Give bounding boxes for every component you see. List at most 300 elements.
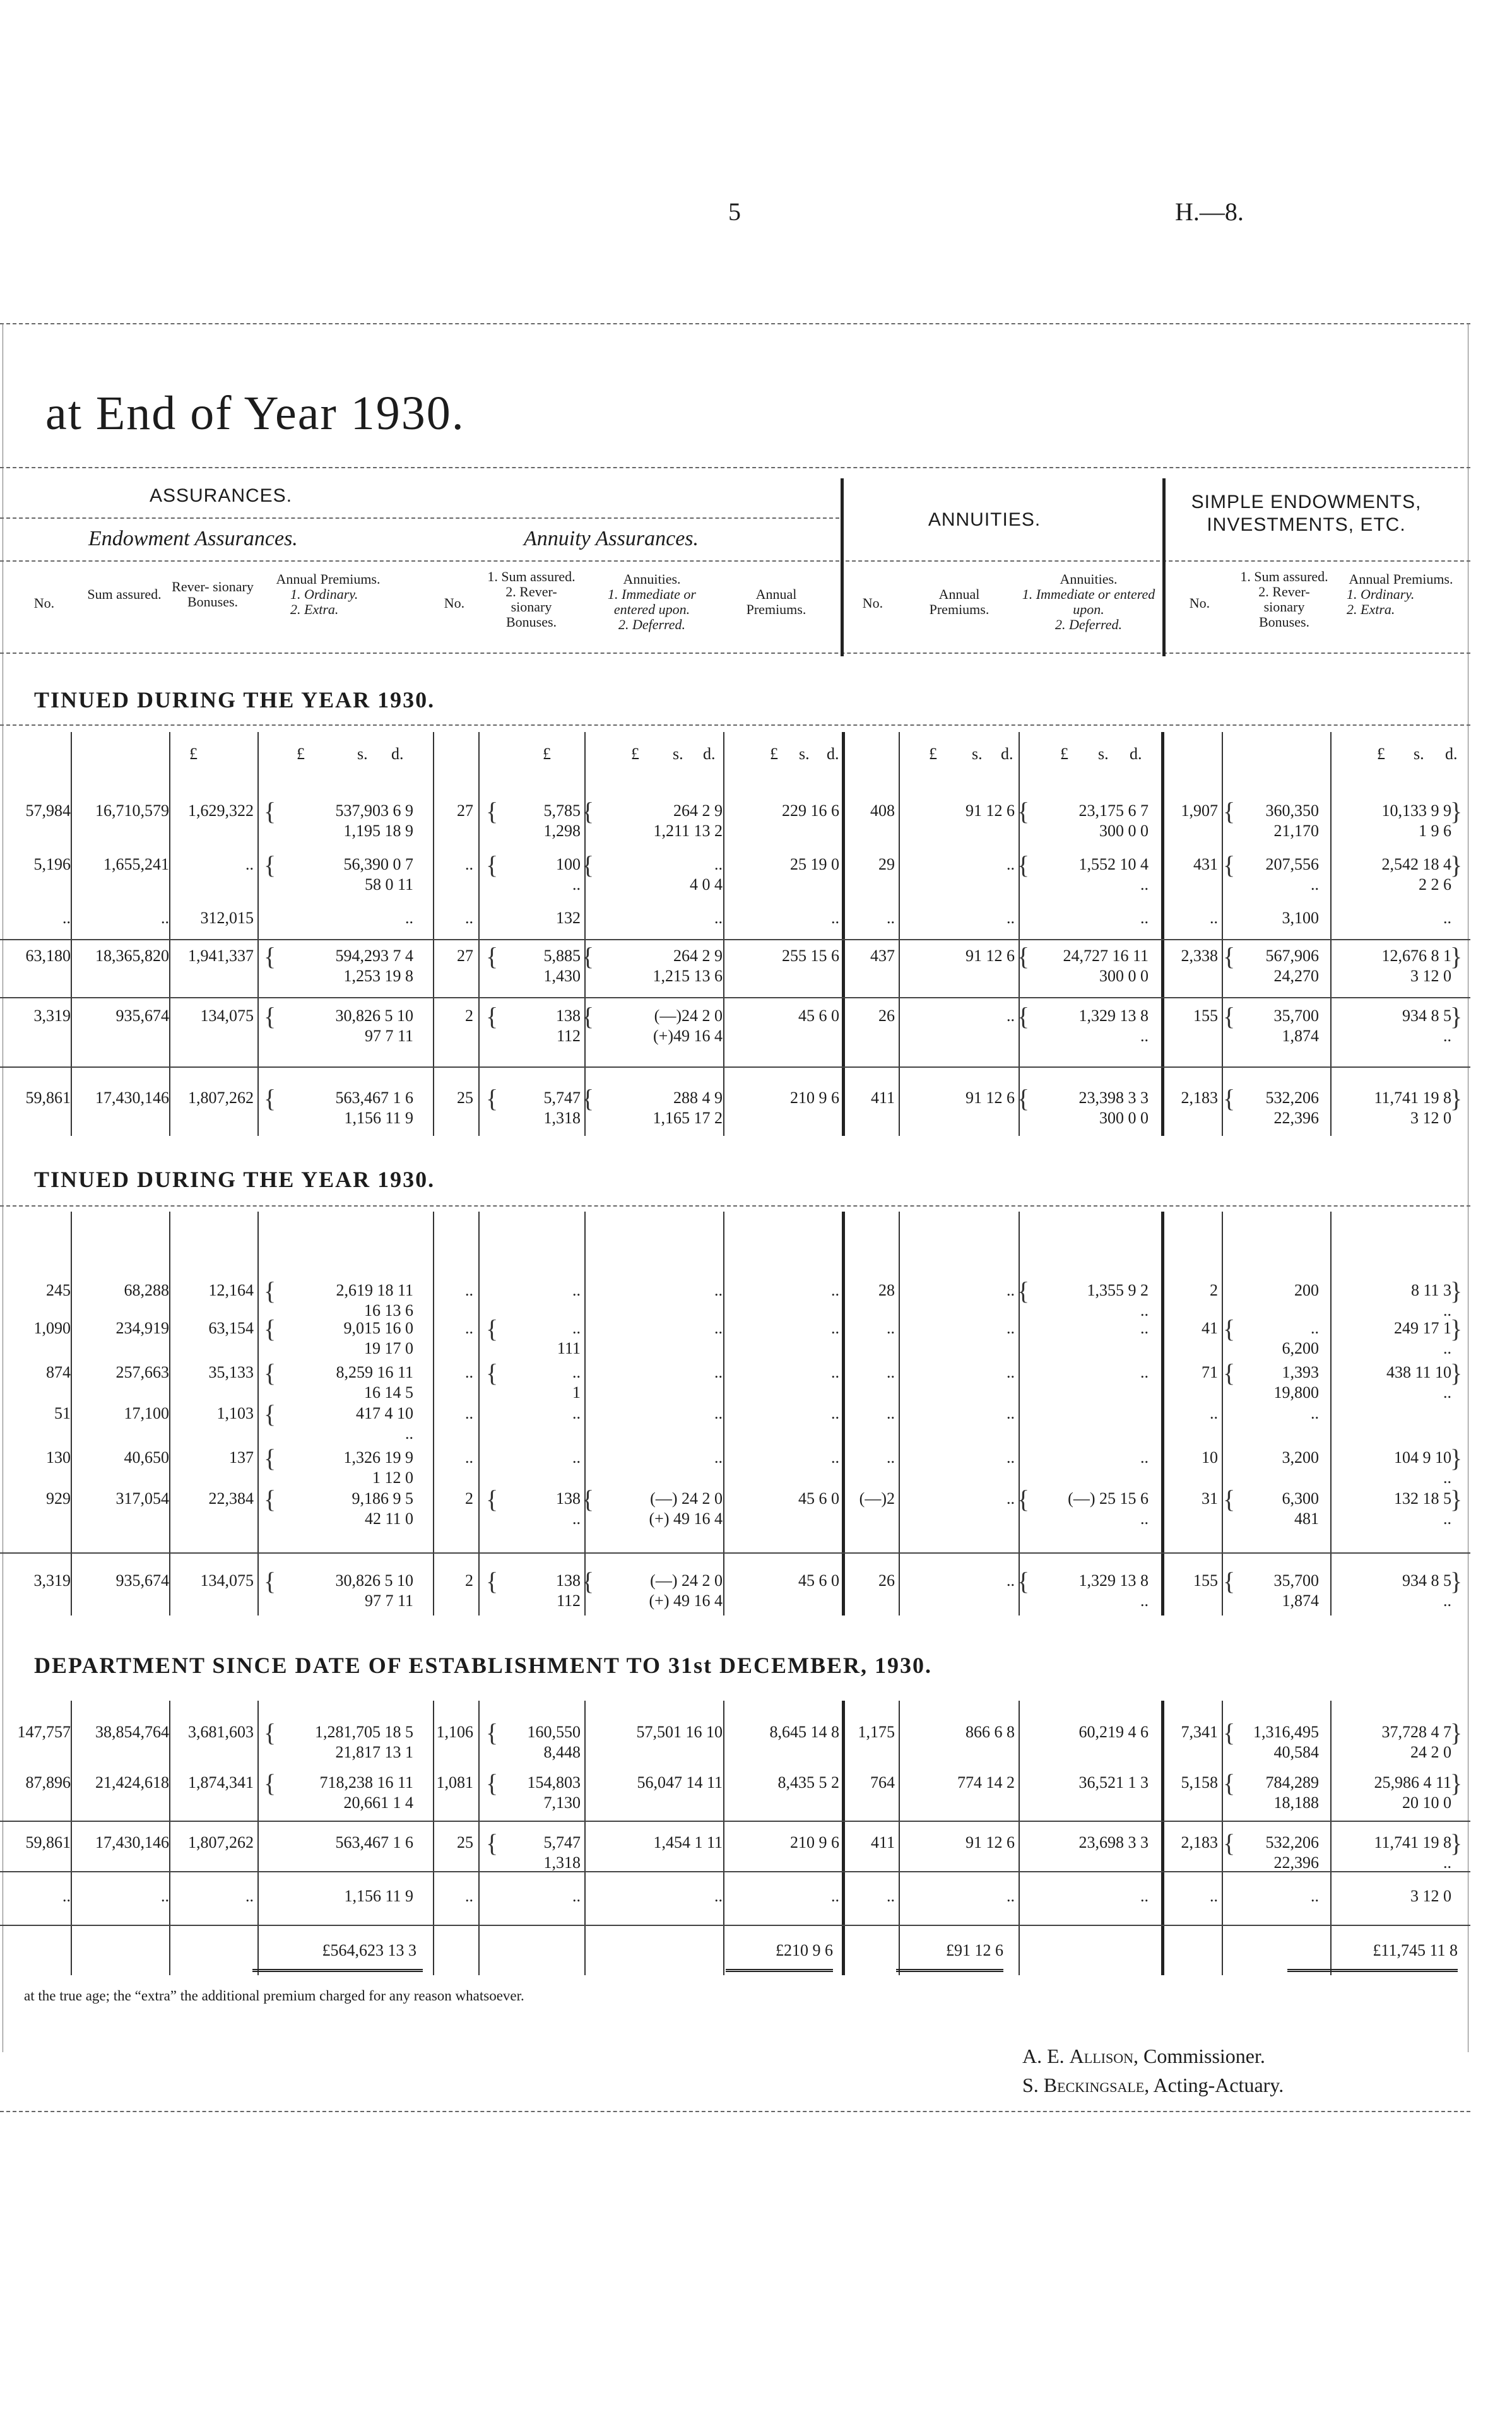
t2-cell: (—) 24 2 0 — [650, 1489, 723, 1508]
t3-cell: 91 12 6 — [966, 1833, 1015, 1852]
t2-cell: 16 14 5 — [364, 1383, 413, 1402]
simple-endowments-heading: SIMPLE ENDOWMENTS, INVESTMENTS, ETC. — [1191, 492, 1422, 535]
t3-cell: 866 6 8 — [966, 1723, 1015, 1741]
t2-cell: 130 — [46, 1448, 71, 1467]
t2-cell: .. — [1443, 1339, 1451, 1357]
t1-cell: 21,170 — [1273, 822, 1319, 840]
t1-cell: 5,196 — [33, 855, 71, 873]
col-se-premiums-ordinary: 1. Ordinary. — [1347, 586, 1415, 602]
t3-cell: 87,896 — [25, 1773, 71, 1792]
t1-cell: .. — [1007, 855, 1015, 873]
t2-brace: { — [1017, 1567, 1030, 1595]
t1-cell: .. — [572, 875, 581, 894]
unit-label: d. — [1445, 745, 1458, 763]
col-se-premiums — [1338, 572, 1464, 617]
t3-cell: 147,757 — [17, 1723, 71, 1741]
t2-brace: { — [1223, 1485, 1236, 1513]
t1-cell: 63,180 — [25, 947, 71, 965]
t1-brace: } — [1450, 1084, 1463, 1113]
t2-cell: .. — [714, 1363, 723, 1381]
t1-cell: 24,727 16 11 — [1063, 947, 1149, 965]
t2-cell: 417 4 10 — [356, 1404, 413, 1422]
t3-cell: .. — [714, 1887, 723, 1905]
unit-label: £ — [631, 745, 639, 763]
t2-brace: { — [486, 1567, 499, 1595]
t2-cell: 1,874 — [1282, 1592, 1319, 1610]
t3-cell: 7,130 — [543, 1793, 581, 1812]
t1-cell: 288 4 9 — [673, 1089, 723, 1107]
t3-cell: 7,341 — [1181, 1723, 1218, 1741]
t1-brace: { — [582, 851, 594, 879]
signature-actuary-initials: S. — [1022, 2074, 1044, 2096]
t2-brace: } — [1450, 1567, 1463, 1595]
t1-column-divider — [478, 732, 480, 1136]
t1-brace: { — [1223, 1002, 1236, 1031]
t2-cell: (—) 24 2 0 — [650, 1571, 723, 1590]
t1-brace: { — [582, 1002, 594, 1031]
t3-cell: 5,747 — [543, 1833, 581, 1852]
t1-cell: .. — [465, 909, 473, 927]
t1-brace: { — [264, 942, 276, 971]
t2-cell: 35,700 — [1273, 1571, 1319, 1590]
t1-cell: 563,467 1 6 — [335, 1089, 413, 1107]
unit-label: £ — [189, 745, 198, 763]
t2-cell: .. — [1443, 1509, 1451, 1528]
subheading-rule-right — [846, 560, 1470, 562]
t1-cell: .. — [1443, 909, 1451, 927]
t2-brace: { — [486, 1485, 499, 1513]
t2-cell: 2 — [1210, 1281, 1218, 1299]
t2-cell: 97 7 11 — [364, 1592, 413, 1610]
assurances-rule — [0, 517, 839, 519]
unit-label: £ — [929, 745, 937, 763]
t1-brace: { — [582, 942, 594, 971]
t2-cell: 42 11 0 — [364, 1509, 413, 1528]
t1-cell: 1,629,322 — [188, 801, 254, 820]
t1-cell: .. — [1140, 875, 1149, 894]
t1-brace: { — [1223, 851, 1236, 879]
t2-cell: .. — [1140, 1509, 1149, 1528]
t3-cell: .. — [1007, 1887, 1015, 1905]
col-reversionary-bonuses: Rever- sionary Bonuses. — [172, 579, 254, 610]
t2-brace: { — [1223, 1567, 1236, 1595]
t1-cell: .. — [887, 909, 895, 927]
t1-cell: 594,293 7 4 — [335, 947, 413, 965]
unit-label: s. — [972, 745, 983, 763]
t2-cell: 935,674 — [115, 1571, 169, 1590]
col-se-no: No. — [1189, 595, 1210, 611]
t2-cell: (—)2 — [859, 1489, 895, 1508]
t1-cell: 97 7 11 — [364, 1027, 413, 1045]
col-aa-annuities — [586, 572, 718, 632]
t2-cell: .. — [465, 1281, 473, 1299]
t3-cell: 21,424,618 — [95, 1773, 169, 1792]
unit-label: d. — [391, 745, 404, 763]
t1-cell: 25 19 0 — [790, 855, 839, 873]
t3-brace: } — [1450, 1769, 1463, 1797]
col-an-annuities-deferred: 2. Deferred. — [1054, 617, 1123, 632]
t1-column-divider — [723, 732, 724, 1136]
t1-cell: 24,270 — [1273, 967, 1319, 985]
col-an-annuities-immediate: 1. Immediate or entered upon. — [1022, 586, 1155, 617]
t2-column-divider — [723, 1212, 724, 1616]
col-se-premiums-extra: 2. Extra. — [1347, 601, 1395, 617]
t2-cell: .. — [572, 1509, 581, 1528]
t1-cell: 138 — [556, 1007, 581, 1025]
col-aa-annuities-immediate: 1. Immediate or entered upon. — [608, 586, 696, 617]
t1-column-divider — [899, 732, 900, 1136]
t1-column-divider — [257, 732, 259, 1136]
signature-commissioner — [1022, 2045, 1265, 2068]
t3-cell: 38,854,764 — [95, 1723, 169, 1741]
t2-cell: 234,919 — [115, 1319, 169, 1337]
header-bottom-rule — [0, 653, 1470, 654]
t2-brace: { — [264, 1567, 276, 1595]
t2-cell: .. — [465, 1448, 473, 1467]
t2-cell: 6,300 — [1282, 1489, 1319, 1508]
t1-column-divider — [433, 732, 434, 1136]
t2-subtotal-rule — [0, 1552, 1470, 1554]
t2-brace: { — [582, 1567, 594, 1595]
t3-cell: .. — [1443, 1853, 1451, 1872]
section-3-title: DEPARTMENT SINCE DATE OF ESTABLISHMENT TO 31st DECEMBER, 1930. — [34, 1653, 932, 1678]
t1-brace: { — [264, 851, 276, 879]
t1-cell: .. — [714, 909, 723, 927]
col-annual-premiums-ordinary: 1. Ordinary. — [290, 586, 358, 602]
t1-cell: 59,861 — [25, 1089, 71, 1107]
t2-brace: { — [1223, 1359, 1236, 1387]
t2-cell: 481 — [1294, 1509, 1319, 1528]
t2-cell: .. — [572, 1448, 581, 1467]
t1-cell: 58 0 11 — [364, 875, 413, 894]
t2-column-divider — [257, 1212, 259, 1616]
t2-cell: 16 13 6 — [364, 1301, 413, 1320]
t2-cell: 132 18 5 — [1394, 1489, 1451, 1508]
t1-cell: 264 2 9 — [673, 801, 723, 820]
t1-brace: { — [1017, 797, 1030, 825]
t2-cell: 2 — [465, 1571, 473, 1590]
endowment-assurances-heading: Endowment Assurances. — [88, 527, 298, 550]
t1-brace: { — [1017, 1084, 1030, 1113]
t2-brace: } — [1450, 1485, 1463, 1513]
t2-cell: 6,200 — [1282, 1339, 1319, 1357]
t2-brace: { — [1017, 1277, 1030, 1305]
t1-subtotal-rule — [0, 1066, 1470, 1068]
t3-cell: 8,645 14 8 — [769, 1723, 839, 1741]
section-2-title: TINUED DURING THE YEAR 1930. — [34, 1167, 435, 1192]
col-aa-no: No. — [444, 595, 465, 611]
t1-subtotal-rule — [0, 939, 1470, 940]
t2-cell: 257,663 — [115, 1363, 169, 1381]
t3-cell: 5,158 — [1181, 1773, 1218, 1792]
t3-cell: .. — [1311, 1887, 1319, 1905]
signature-commissioner-initials: A. E. — [1022, 2045, 1070, 2067]
t1-brace: { — [1223, 797, 1236, 825]
t2-cell: 8 11 3 — [1410, 1281, 1451, 1299]
col-aa-sum: 1. Sum assured. 2. Rever- sionary Bonuses. — [487, 569, 576, 630]
t2-cell: .. — [465, 1319, 473, 1337]
t1-cell: 1,655,241 — [103, 855, 169, 873]
col-se-premiums-title: Annual Premiums. — [1349, 571, 1453, 587]
t2-cell: 1,326 19 9 — [343, 1448, 413, 1467]
t2-cell: .. — [714, 1281, 723, 1299]
t2-column-divider — [899, 1212, 900, 1616]
t1-cell: .. — [1007, 1007, 1015, 1025]
t1-cell: .. — [1007, 909, 1015, 927]
t2-cell: 22,384 — [208, 1489, 254, 1508]
t3-cell: 37,728 4 7 — [1381, 1723, 1451, 1741]
unit-label: s. — [673, 745, 683, 763]
unit-label: s. — [799, 745, 810, 763]
t2-brace: } — [1450, 1314, 1463, 1343]
col-annual-premiums-extra: 2. Extra. — [290, 601, 339, 617]
t1-cell: .. — [831, 909, 839, 927]
t2-column-divider — [1330, 1212, 1332, 1616]
t1-cell: 35,700 — [1273, 1007, 1319, 1025]
t2-cell: .. — [572, 1319, 581, 1337]
t3-cell: 25 — [457, 1833, 473, 1852]
t3-cell: 1,175 — [858, 1723, 895, 1741]
t1-cell: 300 0 0 — [1099, 822, 1149, 840]
t3-column-divider — [478, 1701, 480, 1975]
t3-cell: 1,454 1 11 — [653, 1833, 723, 1852]
t1-cell: 431 — [1193, 855, 1218, 873]
t3-cell: 60,219 4 6 — [1078, 1723, 1149, 1741]
t1-cell: .. — [405, 909, 413, 927]
t2-brace: { — [1223, 1314, 1236, 1343]
document-reference: H.—8. — [1175, 198, 1244, 226]
unit-label: d. — [1130, 745, 1142, 763]
t1-cell: 2,338 — [1181, 947, 1218, 965]
t3-cell: 532,206 — [1265, 1833, 1319, 1852]
t2-cell: .. — [831, 1404, 839, 1422]
t1-cell: 25 — [457, 1089, 473, 1107]
t1-column-divider — [1161, 732, 1164, 1136]
t1-cell: 437 — [870, 947, 895, 965]
t2-cell: 35,133 — [208, 1363, 254, 1381]
annuities-heading: ANNUITIES. — [928, 509, 1041, 530]
t3-cell: 160,550 — [527, 1723, 581, 1741]
total-underline-1 — [252, 1969, 423, 1972]
section-2-rule — [0, 1205, 1470, 1207]
t3-cell: 1,106 — [436, 1723, 473, 1741]
t1-column-divider — [584, 732, 586, 1136]
t3-cell: 20 10 0 — [1402, 1793, 1451, 1812]
t2-cell: (+) 49 16 4 — [649, 1509, 723, 1528]
t1-cell: 45 6 0 — [798, 1007, 839, 1025]
t2-cell: 3,200 — [1282, 1448, 1319, 1467]
top-rule — [0, 323, 1470, 324]
unit-label: d. — [1001, 745, 1013, 763]
t3-column-divider — [723, 1701, 724, 1975]
t1-cell: 1,552 10 4 — [1078, 855, 1149, 873]
t3-cell: 2,183 — [1181, 1833, 1218, 1852]
signature-commissioner-name: Allison — [1069, 2045, 1133, 2067]
t1-brace: { — [1017, 942, 1030, 971]
t1-cell: 3 12 0 — [1410, 1109, 1451, 1127]
t2-cell: .. — [1140, 1363, 1149, 1381]
t1-cell: .. — [1140, 1027, 1149, 1045]
t1-cell: 91 12 6 — [966, 1089, 1015, 1107]
t1-brace: { — [264, 1084, 276, 1113]
unit-label: £ — [770, 745, 778, 763]
t3-cell: 3,681,603 — [188, 1723, 254, 1741]
t1-cell: 112 — [556, 1027, 581, 1045]
t2-brace: { — [264, 1444, 276, 1472]
t3-cell: 25,986 4 11 — [1374, 1773, 1451, 1792]
t2-brace: { — [264, 1485, 276, 1513]
t1-cell: 3,100 — [1282, 909, 1319, 927]
t2-brace: } — [1450, 1359, 1463, 1387]
title-rule — [0, 467, 1470, 468]
t1-cell: 56,390 0 7 — [343, 855, 413, 873]
t2-cell: 438 11 10 — [1386, 1363, 1451, 1381]
t1-cell: 210 9 6 — [790, 1089, 839, 1107]
t1-brace: } — [1450, 797, 1463, 825]
t1-cell: 30,826 5 10 — [335, 1007, 413, 1025]
signature-actuary-name: Beckingsale — [1043, 2074, 1145, 2096]
t1-cell: 1,253 19 8 — [343, 967, 413, 985]
t1-cell: 1,195 18 9 — [343, 822, 413, 840]
t2-cell: 934 8 5 — [1402, 1571, 1451, 1590]
t3-cell: .. — [62, 1887, 71, 1905]
col-aa-annuities-title: Annuities. — [623, 571, 681, 587]
t2-cell: .. — [1007, 1448, 1015, 1467]
t1-brace: { — [582, 797, 594, 825]
t1-cell: 11,741 19 8 — [1374, 1089, 1451, 1107]
t1-cell: 532,206 — [1265, 1089, 1319, 1107]
t2-cell: .. — [1311, 1404, 1319, 1422]
col-annual-premiums — [265, 572, 391, 617]
t2-cell: .. — [465, 1404, 473, 1422]
t1-cell: 22,396 — [1273, 1109, 1319, 1127]
t2-cell: .. — [1007, 1571, 1015, 1590]
t1-cell: 408 — [870, 801, 895, 820]
t2-cell: 40,650 — [124, 1448, 169, 1467]
t3-cell: 1,316,495 — [1253, 1723, 1319, 1741]
t3-brace: { — [1223, 1769, 1236, 1797]
t2-cell: 1,103 — [216, 1404, 254, 1422]
t2-cell: 200 — [1294, 1281, 1319, 1299]
t3-cell: 36,521 1 3 — [1078, 1773, 1149, 1792]
t1-cell: 3 12 0 — [1410, 967, 1451, 985]
t2-cell: 28 — [878, 1281, 895, 1299]
t1-column-divider — [71, 732, 72, 1136]
t2-cell: 1,393 — [1282, 1363, 1319, 1381]
t2-cell: .. — [405, 1424, 413, 1443]
t2-cell: 3,319 — [33, 1571, 71, 1590]
col-an-premiums: Annual Premiums. — [929, 586, 989, 617]
t2-cell: .. — [831, 1281, 839, 1299]
t1-cell: 537,903 6 9 — [335, 801, 413, 820]
t2-cell: 19,800 — [1273, 1383, 1319, 1402]
assurances-annuities-separator — [841, 478, 844, 656]
t1-cell: 23,398 3 3 — [1078, 1089, 1149, 1107]
t2-cell: .. — [1007, 1404, 1015, 1422]
t3-cell: 20,661 1 4 — [343, 1793, 413, 1812]
t2-cell: 63,154 — [208, 1319, 254, 1337]
t3-column-divider — [433, 1701, 434, 1975]
t2-cell: .. — [1311, 1319, 1319, 1337]
t1-cell: 567,906 — [1265, 947, 1319, 965]
t3-brace: } — [1450, 1718, 1463, 1747]
t3-cell: 3 12 0 — [1410, 1887, 1451, 1905]
t1-cell: 1,211 13 2 — [653, 822, 723, 840]
t1-cell: 1 9 6 — [1419, 822, 1451, 840]
col-an-no: No. — [862, 595, 883, 611]
t1-cell: 1,156 11 9 — [344, 1109, 413, 1127]
t1-brace: { — [1017, 851, 1030, 879]
t2-column-divider — [584, 1212, 586, 1616]
total-simple-premiums: £11,745 11 8 — [1373, 1941, 1458, 1959]
t1-cell: 5,885 — [543, 947, 581, 965]
total-annuity-premiums: £210 9 6 — [776, 1941, 833, 1959]
t3-cell: 17,430,146 — [95, 1833, 169, 1852]
t3-cell: 563,467 1 6 — [335, 1833, 413, 1852]
t1-brace: { — [264, 797, 276, 825]
t1-cell: 1,807,262 — [188, 1089, 254, 1107]
t2-cell: 8,259 16 11 — [336, 1363, 413, 1381]
t2-cell: .. — [831, 1363, 839, 1381]
t3-cell: 1,081 — [436, 1773, 473, 1792]
t1-cell: .. — [1140, 909, 1149, 927]
t3-cell: .. — [1140, 1887, 1149, 1905]
t2-cell: 19 17 0 — [364, 1339, 413, 1357]
t2-cell: 9,186 9 5 — [351, 1489, 413, 1508]
t1-cell: 1,874 — [1282, 1027, 1319, 1045]
t2-cell: .. — [1210, 1404, 1218, 1422]
t2-cell: .. — [714, 1448, 723, 1467]
t3-cell: 18,188 — [1273, 1793, 1319, 1812]
footnote: at the true age; the “extra” the additional premium charged for any reason whatsoever. — [24, 1988, 524, 2004]
t2-cell: 112 — [556, 1592, 581, 1610]
t1-cell: 255 15 6 — [782, 947, 839, 965]
t1-cell: 27 — [457, 801, 473, 820]
subheading-rule — [0, 560, 839, 562]
t1-cell: 229 16 6 — [782, 801, 839, 820]
unit-label: s. — [357, 745, 368, 763]
t1-cell: 1,430 — [543, 967, 581, 985]
t1-cell: 29 — [878, 855, 895, 873]
t2-column-divider — [478, 1212, 480, 1616]
t2-brace: { — [582, 1485, 594, 1513]
t3-brace: { — [1223, 1718, 1236, 1747]
t1-cell: 2 2 6 — [1419, 875, 1451, 894]
t2-cell: 26 — [878, 1571, 895, 1590]
unit-label: £ — [543, 745, 551, 763]
t2-cell: 30,826 5 10 — [335, 1571, 413, 1590]
t3-cell: 8,435 5 2 — [777, 1773, 839, 1792]
t1-brace: } — [1450, 1002, 1463, 1031]
t1-brace: { — [486, 942, 499, 971]
t3-brace: { — [486, 1718, 499, 1747]
t3-brace: { — [486, 1829, 499, 1857]
t2-cell: .. — [1007, 1281, 1015, 1299]
total-underline-4 — [1287, 1969, 1458, 1972]
t2-cell: 45 6 0 — [798, 1489, 839, 1508]
t1-cell: 3,319 — [33, 1007, 71, 1025]
t1-cell: 4 0 4 — [690, 875, 723, 894]
t2-cell: 2 — [465, 1489, 473, 1508]
t3-cell: 22,396 — [1273, 1853, 1319, 1872]
t1-cell: 312,015 — [200, 909, 254, 927]
t1-brace: { — [582, 1084, 594, 1113]
t2-cell: .. — [1140, 1319, 1149, 1337]
t3-cell: .. — [161, 1887, 169, 1905]
t1-cell: 360,350 — [1265, 801, 1319, 820]
t2-cell: 41 — [1202, 1319, 1218, 1337]
t2-cell: 68,288 — [124, 1281, 169, 1299]
